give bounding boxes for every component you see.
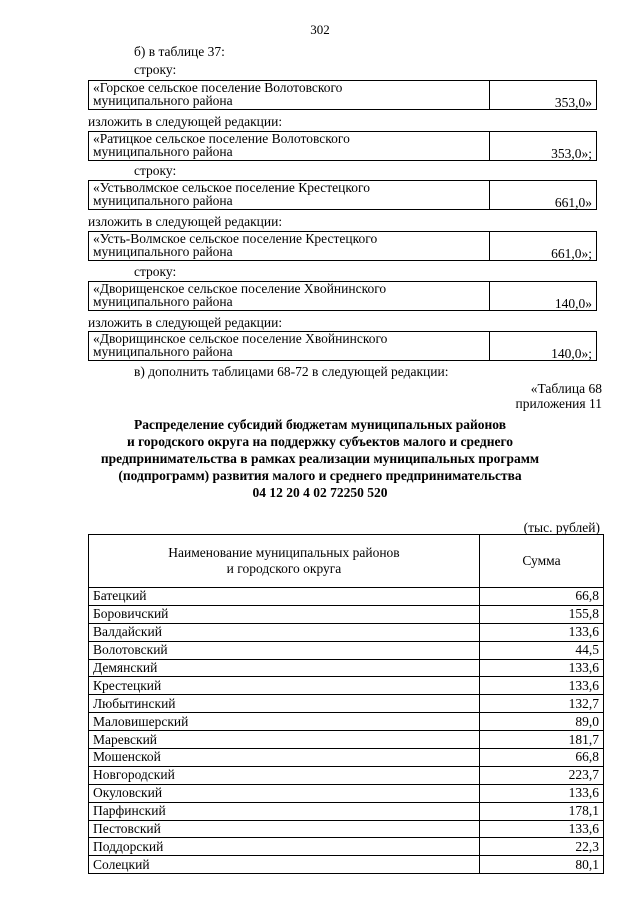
table-ref-line2: приложения 11 bbox=[515, 396, 602, 411]
new-row-value: 140,0»; bbox=[490, 332, 597, 361]
title-code: 04 12 20 4 02 72250 520 bbox=[252, 485, 388, 500]
table-row bbox=[89, 713, 604, 731]
table-row bbox=[89, 856, 604, 874]
district-sum: 89,0 bbox=[480, 713, 604, 731]
district-name: Батецкий bbox=[89, 588, 480, 606]
district-sum: 223,7 bbox=[480, 766, 604, 784]
district-name: Крестецкий bbox=[89, 677, 480, 695]
district-name: Боровичский bbox=[89, 605, 480, 623]
find-label: строку: bbox=[134, 163, 177, 178]
page-number: 302 bbox=[310, 22, 330, 37]
district-name: Маревский bbox=[89, 731, 480, 749]
district-sum: 178,1 bbox=[480, 802, 604, 820]
district-name: Парфинский bbox=[89, 802, 480, 820]
new-row-value: 353,0»; bbox=[490, 132, 597, 161]
district-name: Солецкий bbox=[89, 856, 480, 874]
find-label: строку: bbox=[134, 62, 177, 77]
section-v-text: в) дополнить таблицами 68-72 в следующей редакции: bbox=[134, 364, 449, 379]
district-sum: 133,6 bbox=[480, 659, 604, 677]
district-name: Поддорский bbox=[89, 838, 480, 856]
district-sum: 181,7 bbox=[480, 731, 604, 749]
table-row bbox=[89, 749, 604, 767]
replace-label: изложить в следующей редакции: bbox=[88, 114, 283, 129]
old-row-value: 661,0» bbox=[490, 181, 597, 210]
old-row-name: «Горское сельское поселение Волотовского муниципального района bbox=[89, 81, 490, 110]
section-b-heading: б) в таблице 37: bbox=[134, 44, 225, 59]
district-sum: 132,7 bbox=[480, 695, 604, 713]
district-sum: 133,6 bbox=[480, 784, 604, 802]
new-row-value: 661,0»; bbox=[490, 232, 597, 261]
table-row bbox=[89, 766, 604, 784]
old-row-value: 140,0» bbox=[490, 282, 597, 311]
table-row bbox=[89, 731, 604, 749]
district-name: Любытинский bbox=[89, 695, 480, 713]
old-row-name: «Дворищенское сельское поселение Хвойнинского муниципального района bbox=[89, 282, 490, 311]
header-sum: Сумма bbox=[480, 535, 604, 588]
new-row-box bbox=[88, 231, 597, 261]
district-name: Новгородский bbox=[89, 766, 480, 784]
district-name: Пестовский bbox=[89, 820, 480, 838]
district-name: Маловишерский bbox=[89, 713, 480, 731]
district-sum: 133,6 bbox=[480, 623, 604, 641]
table-ref-line1: «Таблица 68 bbox=[530, 381, 602, 396]
table-row bbox=[89, 588, 604, 606]
table-row bbox=[89, 659, 604, 677]
title-line: (подпрограмм) развития малого и среднего предпринимательства bbox=[118, 468, 522, 483]
table-row bbox=[89, 820, 604, 838]
district-name: Окуловский bbox=[89, 784, 480, 802]
district-sum: 80,1 bbox=[480, 856, 604, 874]
title-line: Распределение субсидий бюджетам муниципальных районов bbox=[133, 417, 507, 432]
district-name: Волотовский bbox=[89, 641, 480, 659]
table-row bbox=[89, 784, 604, 802]
title-line: предпринимательства в рамках реализации муниципальных программ bbox=[100, 451, 540, 466]
district-name: Демянский bbox=[89, 659, 480, 677]
district-sum: 155,8 bbox=[480, 605, 604, 623]
district-sum: 133,6 bbox=[480, 820, 604, 838]
old-row-value: 353,0» bbox=[490, 81, 597, 110]
new-row-name: «Ратицкое сельское поселение Волотовского муниципального района bbox=[89, 132, 490, 161]
old-row-box bbox=[88, 80, 597, 110]
district-name: Мошенской bbox=[89, 749, 480, 767]
table-header-row bbox=[89, 535, 604, 588]
old-row-box bbox=[88, 281, 597, 311]
district-sum: 66,8 bbox=[480, 749, 604, 767]
table-reference bbox=[515, 381, 602, 411]
district-sum: 22,3 bbox=[480, 838, 604, 856]
table-row bbox=[89, 605, 604, 623]
district-sum: 133,6 bbox=[480, 677, 604, 695]
unit-label: (тыс. рублей) bbox=[523, 520, 600, 535]
table-row bbox=[89, 802, 604, 820]
district-sum: 44,5 bbox=[480, 641, 604, 659]
title-line: и городского округа на поддержку субъектов малого и среднего bbox=[126, 434, 514, 449]
new-row-name: «Дворищинское сельское поселение Хвойнинского муниципального района bbox=[89, 332, 490, 361]
district-sum: 66,8 bbox=[480, 588, 604, 606]
table-row bbox=[89, 623, 604, 641]
old-row-name: «Устьволмское сельское поселение Крестецкого муниципального района bbox=[89, 181, 490, 210]
table-row bbox=[89, 641, 604, 659]
replace-label: изложить в следующей редакции: bbox=[88, 315, 283, 330]
header-name: Наименование муниципальных районов и городского округа bbox=[89, 535, 480, 588]
find-label: строку: bbox=[134, 264, 177, 279]
table-row bbox=[89, 695, 604, 713]
old-row-box bbox=[88, 180, 597, 210]
new-row-box bbox=[88, 331, 597, 361]
new-row-name: «Усть-Волмское сельское поселение Крестецкого муниципального района bbox=[89, 232, 490, 261]
replace-label: изложить в следующей редакции: bbox=[88, 214, 283, 229]
new-row-box bbox=[88, 131, 597, 161]
subsidy-table bbox=[88, 534, 604, 874]
table-title bbox=[60, 416, 580, 501]
table-row bbox=[89, 838, 604, 856]
district-name: Валдайский bbox=[89, 623, 480, 641]
table-row bbox=[89, 677, 604, 695]
